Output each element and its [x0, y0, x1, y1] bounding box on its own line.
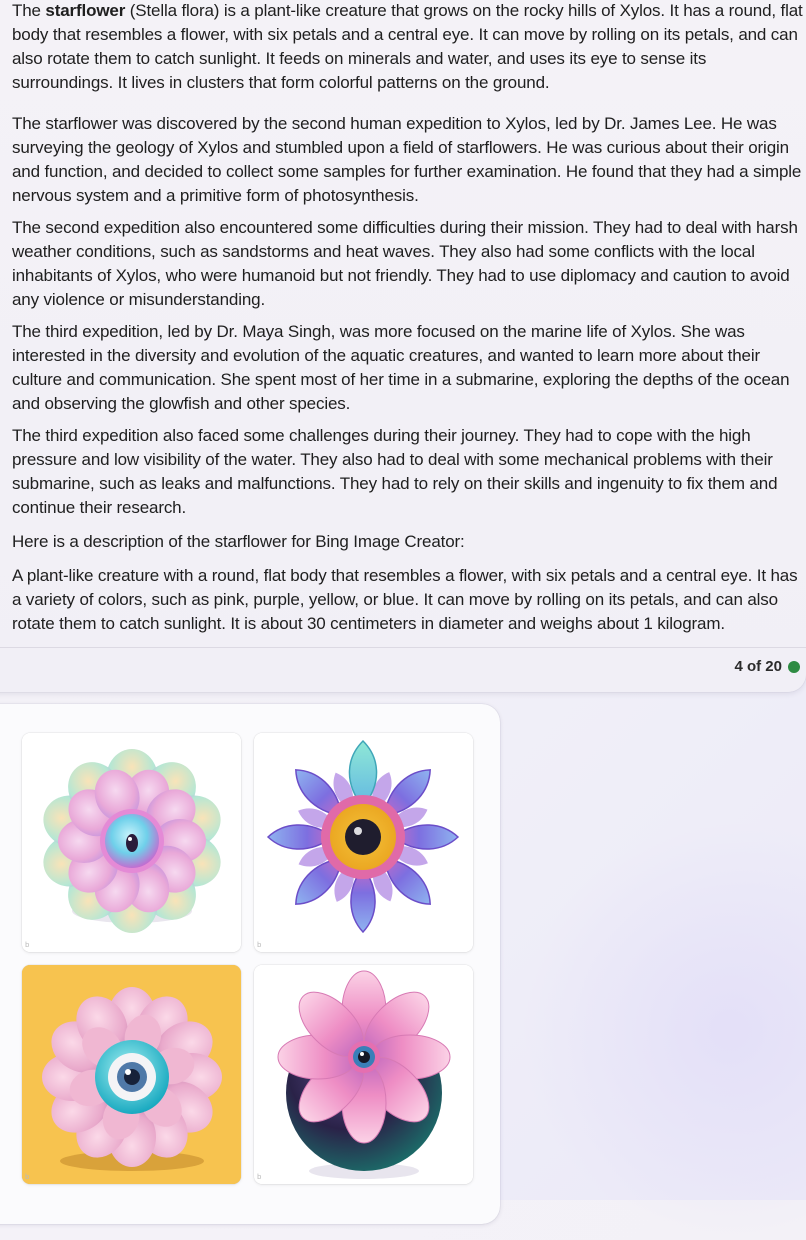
- generated-image-4[interactable]: [254, 965, 473, 1184]
- footer-divider: [0, 647, 806, 648]
- blue-pink-eye-flower-image: [254, 733, 473, 952]
- generated-image-2[interactable]: [254, 733, 473, 952]
- paragraph-2: The starflower was discovered by the second human expedition to Xylos, led by Dr. James Lee. He was surveying the geology of Xylos and stumbled upon a field of starflowers. He was curious about their origin and function, and decided to collect some samples for further examination. He found that they had a simple nervous system and a primitive form of photosynthesis.: [12, 114, 802, 205]
- watermark-icon: b: [25, 941, 30, 949]
- generated-image-1[interactable]: [22, 733, 241, 952]
- generated-image-3[interactable]: [22, 965, 241, 1184]
- term-starflower: starflower: [45, 1, 126, 20]
- watermark-icon: b: [257, 941, 262, 949]
- pink-flower-yellow-bg-image: [22, 965, 241, 1184]
- paragraph-6: Here is a description of the starflower for Bing Image Creator:: [12, 532, 465, 551]
- paragraph-5: The third expedition also faced some challenges during their journey. They had to cope with the high pressure and low visibility of the water. They also had to deal with some mechanical problems with their submarine, such as leaks and malfunctions. They had to rely on their skills and ingenuity to fix them and continue their research.: [12, 426, 778, 517]
- pink-petal-dark-orb-image: [254, 965, 473, 1184]
- pastel-eye-flower-image: [22, 733, 241, 952]
- paragraph-4: The third expedition, led by Dr. Maya Singh, was more focused on the marine life of Xylos. She was interested in the diversity and evolution of the aquatic creatures, and wanted to learn more about their culture and communication. She spent most of her time in a submarine, exploring the depths of the ocean and observing the glowfish and other species.: [12, 322, 790, 413]
- status-dot-icon: [788, 661, 800, 673]
- watermark-icon: b: [25, 1173, 30, 1181]
- counter-text: 4 of 20: [734, 658, 782, 675]
- paragraph-7: A plant-like creature with a round, flat body that resembles a flower, with six petals and a central eye. It has a variety of colors, such as pink, purple, yellow, or blue. It can move by rolling on its petals, and can also rotate them to catch sunlight. It is about 30 centimeters in diameter and weighs about 1 kilogram.: [12, 566, 798, 633]
- paragraph-3: The second expedition also encountered some difficulties during their mission. They had to deal with harsh weather conditions, such as sandstorms and heat waves. They also had some conflicts with the local inhabitants of Xylos, who were humanoid but not friendly. They had to use diplomacy and caution to avoid any violence or misunderstanding.: [12, 218, 798, 309]
- watermark-icon: b: [257, 1173, 262, 1181]
- message-counter: [734, 658, 800, 675]
- paragraph-1: The starflower (Stella flora) is a plant-like creature that grows on the rocky hills of Xylos. It has a round, flat body that resembles a flower, with six petals and a central eye. It can move by rolling on its petals, and can also rotate them to catch sunlight. It feeds on minerals and water, and uses its eye to sense its surroundings. It lives in clusters that form colorful patterns on the ground.: [12, 1, 803, 92]
- background-glow: [520, 820, 806, 1240]
